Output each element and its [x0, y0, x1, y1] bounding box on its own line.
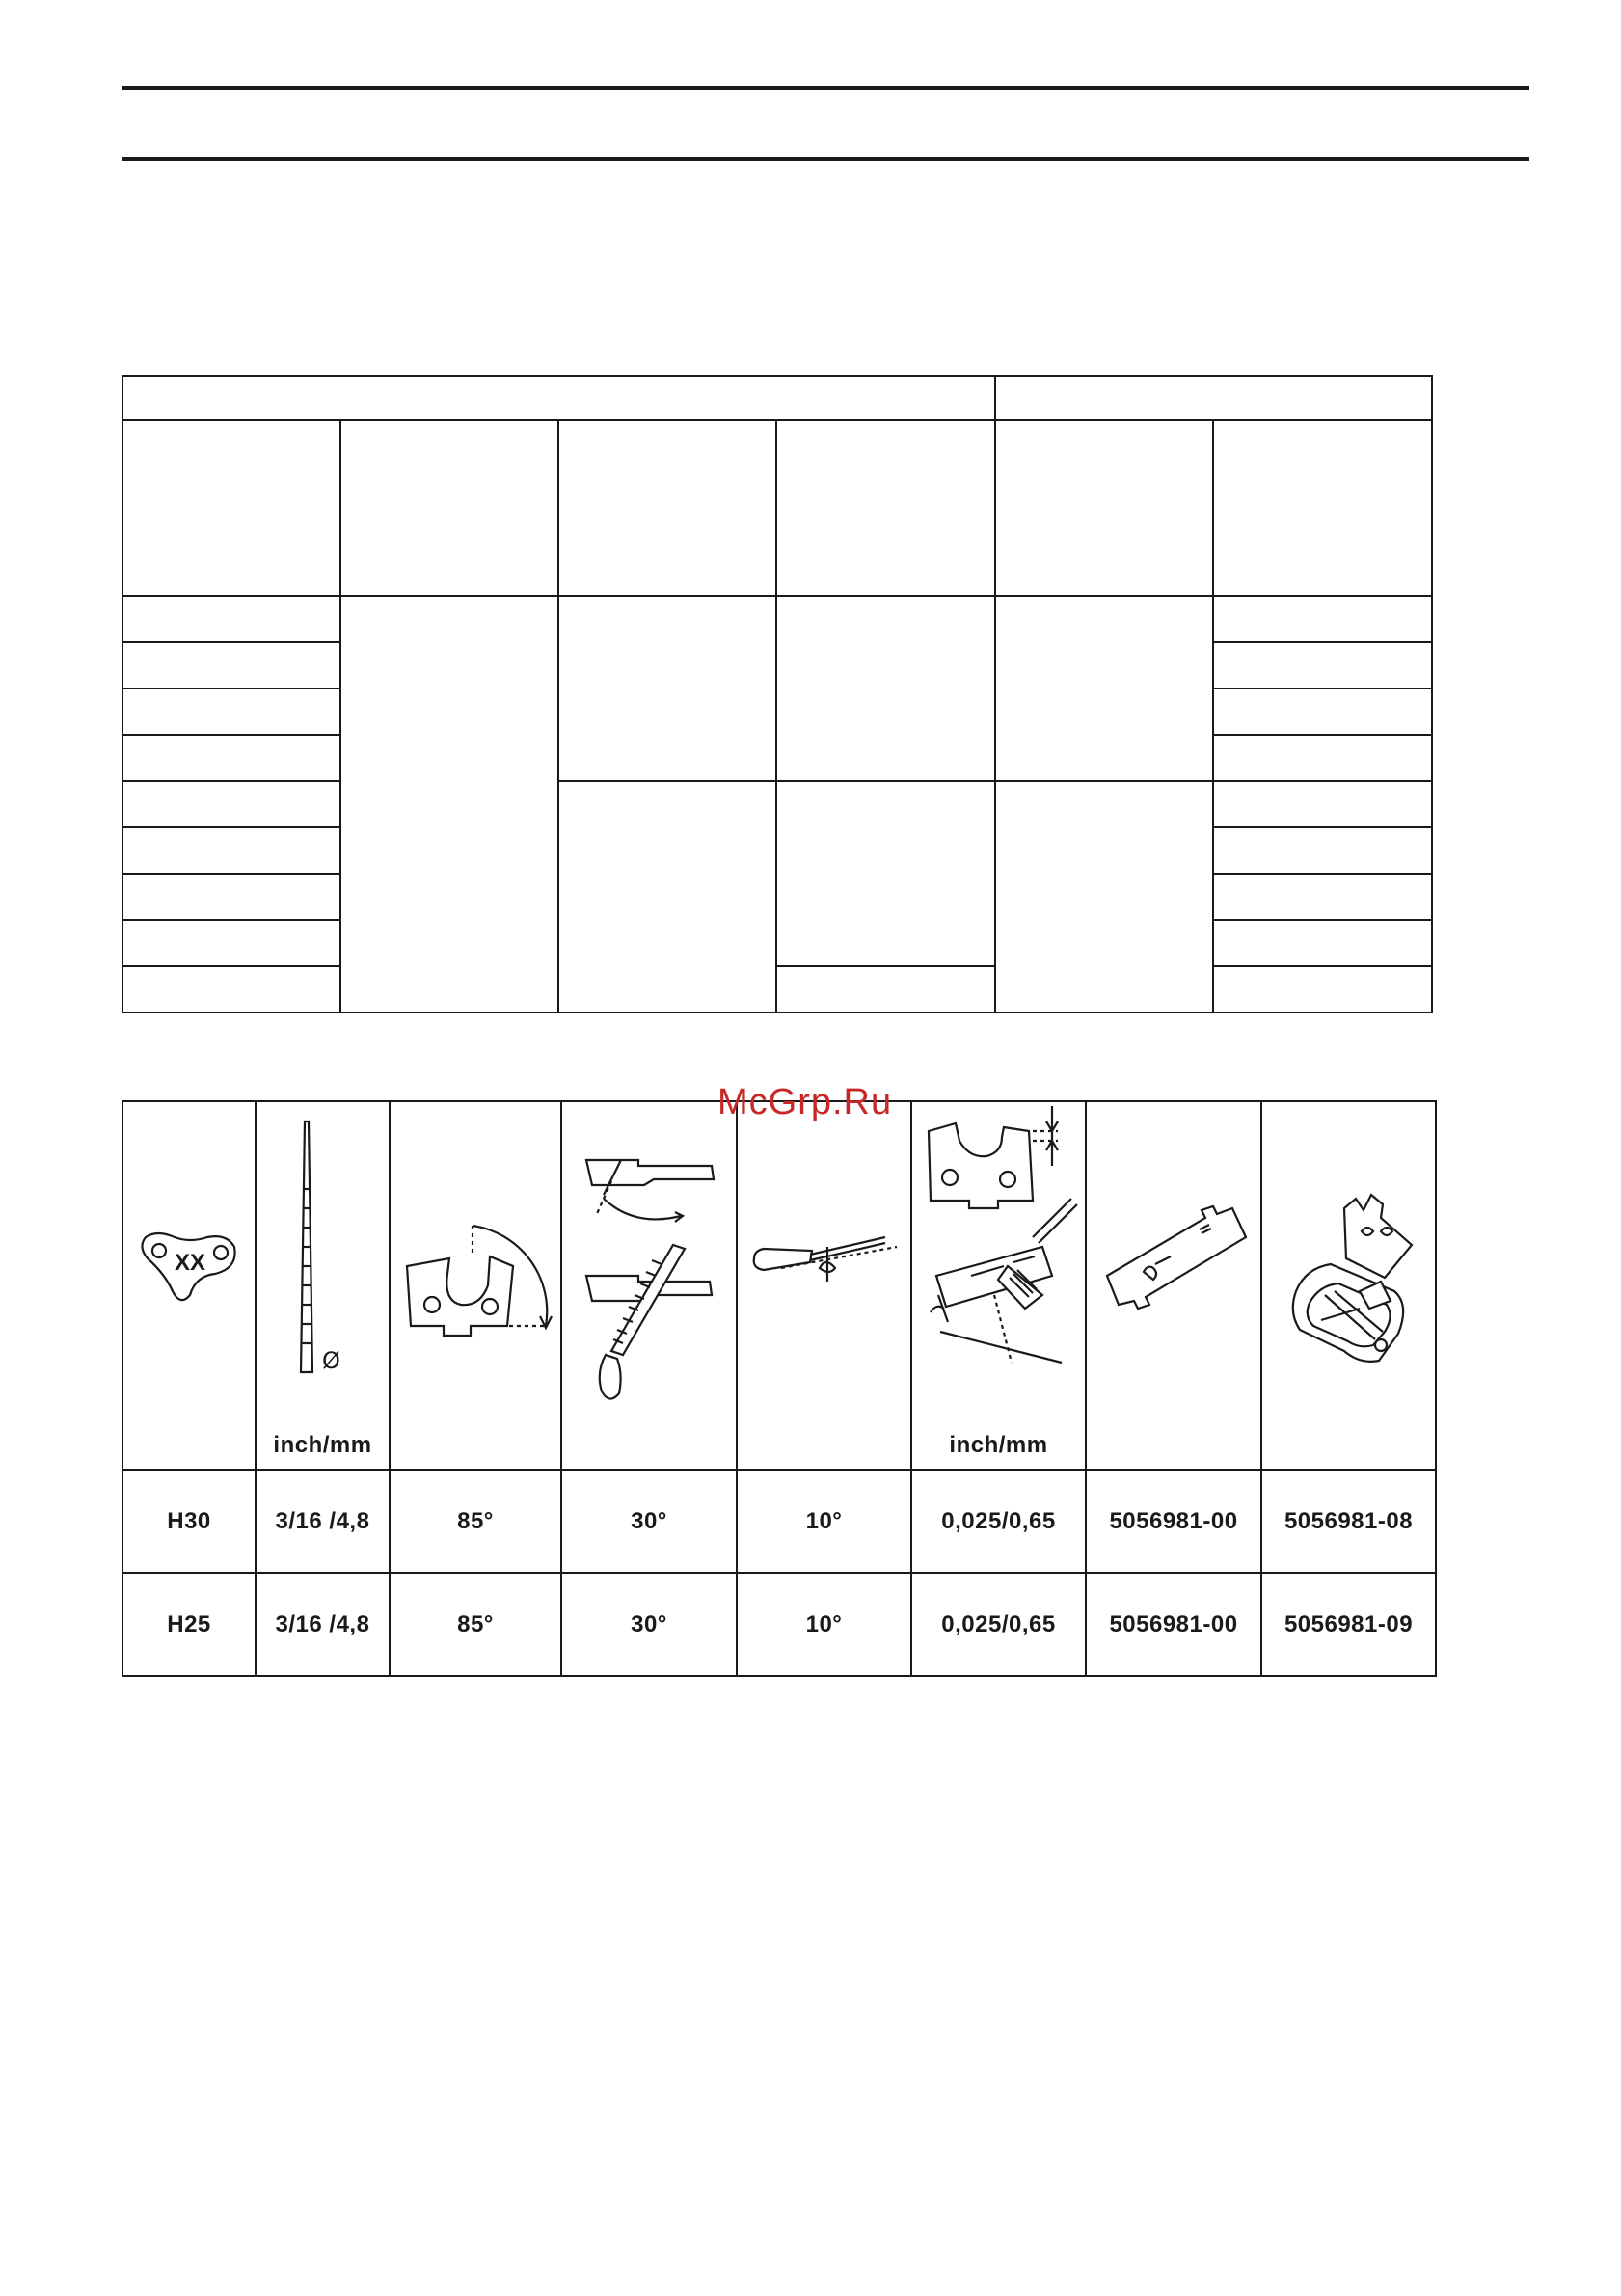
- tilt-angle-header: [737, 1101, 911, 1470]
- file-guide-icon: [1267, 1102, 1431, 1391]
- grid-header-cell: [122, 420, 340, 596]
- file-guide-cell: 5056981-08: [1261, 1470, 1436, 1573]
- grid-cell: [1213, 874, 1432, 920]
- grid-column-header-row: [122, 420, 1432, 596]
- grid-cell: [1213, 827, 1432, 874]
- watermark-text: McGrp.Ru: [717, 1082, 893, 1122]
- top-plate-angle-cell: 85°: [390, 1470, 561, 1573]
- grid-cell-merged: [558, 596, 776, 781]
- grid-cell: [122, 689, 340, 735]
- grid-cell-merged: [558, 781, 776, 1013]
- grid-cell: [1213, 966, 1432, 1013]
- grid-cell: [122, 781, 340, 827]
- filing-angle-icon: [567, 1102, 731, 1411]
- grid-cell: [1213, 781, 1432, 827]
- tilt-angle-cell: 10°: [737, 1470, 911, 1573]
- grid-cell: [122, 596, 340, 642]
- grid-header-cell: [995, 420, 1213, 596]
- header-rule: [122, 157, 1529, 161]
- grid-cell: [122, 642, 340, 689]
- filing-angle-header: [561, 1101, 737, 1470]
- grid-header-cell: [558, 420, 776, 596]
- grid-cell: [1213, 735, 1432, 781]
- depth-gauge-unit-label: inch/mm: [949, 1432, 1048, 1458]
- chain-cell: H25: [122, 1573, 256, 1676]
- grid-row: [122, 781, 1432, 827]
- spec-row-h30: [122, 1470, 1436, 1573]
- grid-header-cell: [1213, 420, 1432, 596]
- grid-cell: [1213, 920, 1432, 966]
- grid-cell: [122, 920, 340, 966]
- chain-link-icon: [126, 1102, 252, 1391]
- chain-cell: H30: [122, 1470, 256, 1573]
- depth-gauge-header: [911, 1101, 1086, 1470]
- file-header: [256, 1101, 390, 1470]
- grid-group-header-row: [122, 376, 1432, 420]
- grid-cell: [1213, 642, 1432, 689]
- spec-icon-header-row: [122, 1101, 1436, 1470]
- grid-row: [122, 596, 1432, 642]
- depth-gauge-tool-icon: [1092, 1102, 1256, 1391]
- grid-row: [122, 966, 1432, 1013]
- grid-cell: [122, 735, 340, 781]
- grid-group-header-right: [995, 376, 1432, 420]
- grid-cell-merged: [995, 596, 1213, 781]
- file-guide-cell: 5056981-09: [1261, 1573, 1436, 1676]
- cutter-angle-icon: [393, 1102, 557, 1391]
- diameter-symbol: Ø: [321, 1347, 340, 1374]
- top-rule: [122, 86, 1529, 90]
- chain-mark-label: XX: [175, 1250, 206, 1276]
- chain-type-header: [122, 1101, 256, 1470]
- top-plate-angle-cell: 85°: [390, 1573, 561, 1676]
- grid-cell: [122, 874, 340, 920]
- filing-angle-cell: 30°: [561, 1470, 737, 1573]
- depth-gauge-tool-header: [1086, 1101, 1261, 1470]
- round-file-icon: [260, 1102, 386, 1391]
- depth-gauge-cell: 0,025/0,65: [911, 1470, 1086, 1573]
- filing-angle-cell: 30°: [561, 1573, 737, 1676]
- grid-cell: [1213, 596, 1432, 642]
- grid-cell: [776, 966, 995, 1013]
- grid-cell: [122, 827, 340, 874]
- depth-gauge-tool-cell: 5056981-00: [1086, 1573, 1261, 1676]
- depth-gauge-icon: [917, 1102, 1081, 1391]
- file-size-cell: 3/16 /4,8: [256, 1573, 390, 1676]
- file-unit-label: inch/mm: [273, 1432, 372, 1458]
- top-plate-angle-header: [390, 1101, 561, 1470]
- spec-row-h25: [122, 1573, 1436, 1676]
- grid-header-cell: [776, 420, 995, 596]
- file-size-cell: 3/16 /4,8: [256, 1470, 390, 1573]
- bar-chain-grid-table: [122, 375, 1433, 1013]
- grid-cell: [122, 966, 340, 1013]
- grid-cell-merged: [776, 596, 995, 781]
- grid-group-header-left: [122, 376, 995, 420]
- grid-cell: [1213, 689, 1432, 735]
- grid-cell-merged: [995, 781, 1213, 1013]
- grid-cell-merged: [340, 596, 558, 1013]
- tilt-angle-cell: 10°: [737, 1573, 911, 1676]
- file-tilt-icon: [743, 1102, 906, 1391]
- file-guide-header: [1261, 1101, 1436, 1470]
- grid-cell-merged: [776, 781, 995, 966]
- grid-header-cell: [340, 420, 558, 596]
- depth-gauge-cell: 0,025/0,65: [911, 1573, 1086, 1676]
- sharpening-spec-table: [122, 1100, 1437, 1677]
- depth-gauge-tool-cell: 5056981-00: [1086, 1470, 1261, 1573]
